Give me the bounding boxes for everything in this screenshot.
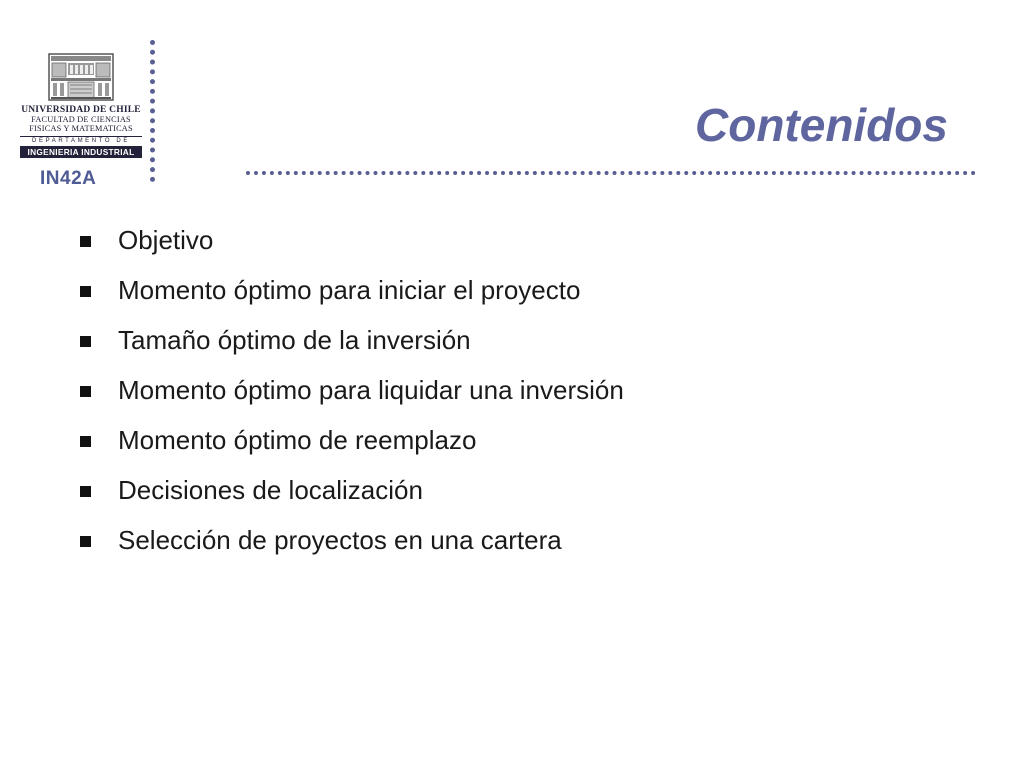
list-item [80,272,624,322]
faculty-line-1: FACULTAD DE CIENCIAS [31,114,131,124]
list-item-label: Tamaño óptimo de la inversión [118,325,471,355]
list-item [80,372,624,422]
list-item-label: Momento óptimo para iniciar el proyecto [118,275,581,305]
slide-title: Contenidos [695,99,948,151]
list-item [80,522,624,572]
list-item-label: Momento óptimo para liquidar una inversión [118,375,624,405]
university-logo [20,50,142,158]
course-code: IN42A [40,168,97,189]
square-bullet-icon [80,236,91,247]
university-building-icon [48,50,114,102]
department-name: INGENIERIA INDUSTRIAL [20,146,142,158]
faculty-line-2: FISICAS Y MATEMATICAS [29,123,133,133]
horizontal-dotted-divider [246,171,976,175]
list-item [80,322,624,372]
department-prefix: DEPARTAMENTO DE [20,136,142,144]
list-item [80,422,624,472]
list-item-label: Selección de proyectos en una cartera [118,525,562,555]
contents-list [80,222,624,572]
list-item-label: Momento óptimo de reemplazo [118,425,477,455]
square-bullet-icon [80,286,91,297]
vertical-dotted-divider [150,40,155,182]
square-bullet-icon [80,336,91,347]
list-item-label: Objetivo [118,225,214,255]
square-bullet-icon [80,536,91,547]
list-item [80,472,624,522]
list-item [80,222,624,272]
square-bullet-icon [80,436,91,447]
list-item-label: Decisiones de localización [118,475,423,505]
university-name: UNIVERSIDAD DE CHILE [21,105,141,115]
square-bullet-icon [80,386,91,397]
square-bullet-icon [80,486,91,497]
